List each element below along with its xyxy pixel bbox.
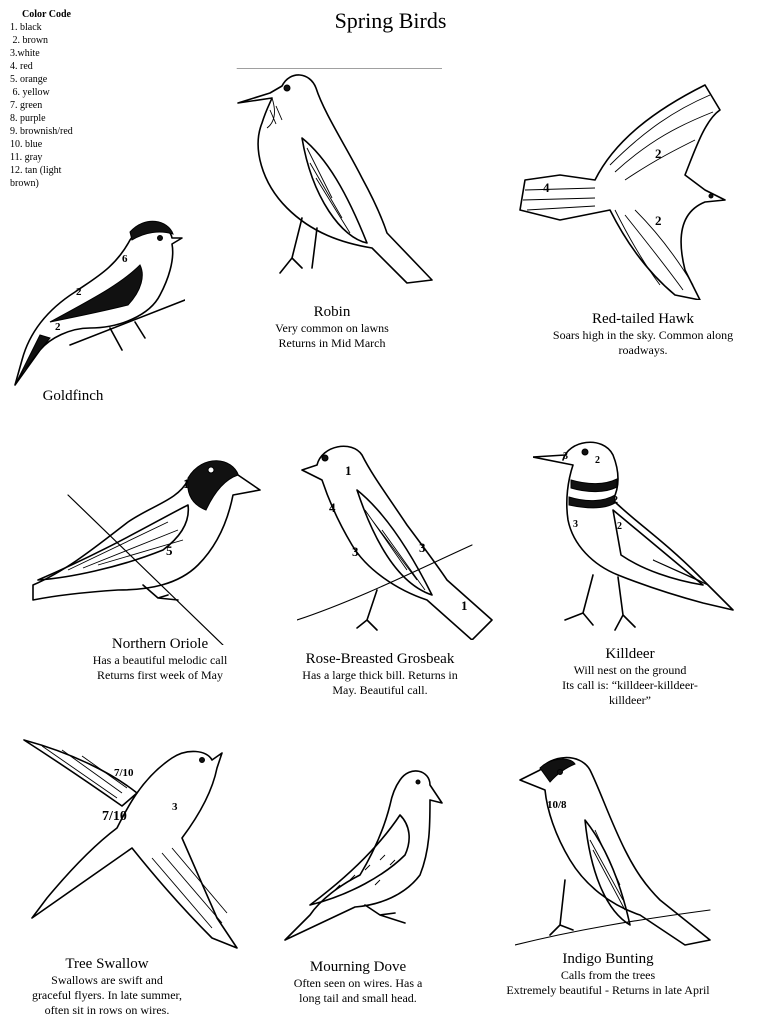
swallow-illustration <box>22 738 247 953</box>
color-code-item: 4. red <box>10 61 33 72</box>
color-code-item: 8. purple <box>10 113 46 124</box>
killdeer-mark-1: 3 <box>563 451 568 462</box>
bird-name: Red-tailed Hawk <box>591 311 695 327</box>
grosbeak-caption <box>250 650 510 698</box>
bird-name: Robin <box>313 304 351 320</box>
grosbeak-mark-3: 3 <box>352 544 359 559</box>
color-code-legend <box>10 8 73 190</box>
dove-caption <box>233 958 483 1006</box>
oriole-caption <box>35 635 285 683</box>
bird-name: Goldfinch <box>42 388 104 404</box>
goldfinch-illustration <box>10 210 185 390</box>
bird-description: Returns first week of May <box>97 668 223 682</box>
hawk-mark-2: 4 <box>543 180 550 195</box>
swallow-caption <box>0 955 232 1018</box>
bird-name: Mourning Dove <box>309 959 407 975</box>
robin-illustration <box>232 68 442 288</box>
bird-name: Rose-Breasted Grosbeak <box>305 651 455 667</box>
color-code-item: 9. brownish/red <box>10 126 73 137</box>
grosbeak-mark-1: 1 <box>345 463 352 478</box>
goldfinch-mark-3: 2 <box>55 321 61 333</box>
grosbeak-illustration <box>297 440 497 640</box>
goldfinch-mark-1: 6 <box>122 253 128 265</box>
bird-description: long tail and small head. <box>299 991 417 1005</box>
color-code-item: 1. black <box>10 22 42 33</box>
bird-description: Will nest on the ground <box>573 663 687 677</box>
hawk-illustration <box>515 80 730 300</box>
color-code-item: brown) <box>10 178 39 189</box>
color-code-item: 7. green <box>10 100 43 111</box>
bird-description: graceful flyers. In late summer, <box>31 988 183 1002</box>
dove-illustration <box>280 765 450 950</box>
page-title: Spring Birds <box>334 8 447 33</box>
goldfinch-caption <box>0 387 198 405</box>
hawk-caption <box>508 310 778 358</box>
color-code-heading: Color Code <box>22 9 71 20</box>
robin-caption <box>207 303 457 351</box>
bird-description: Often seen on wires. Has a <box>293 976 423 990</box>
color-code-item: 12. tan (light <box>10 165 62 176</box>
bird-description: Returns in Mid March <box>278 336 386 350</box>
grosbeak-mark-5: 1 <box>461 598 468 613</box>
color-code-item: 3.white <box>10 48 40 59</box>
bunting-caption <box>483 950 733 998</box>
killdeer-caption <box>505 645 755 708</box>
bird-name: Killdeer <box>605 646 655 662</box>
killdeer-mark-3: 3 <box>573 519 578 530</box>
bird-description: roadways. <box>618 343 668 357</box>
bunting-mark-1: 10/8 <box>547 799 567 811</box>
swallow-mark-2: 7/10 <box>102 809 127 824</box>
bird-name: Indigo Bunting <box>562 951 654 967</box>
color-code-item: 10. blue <box>10 139 43 150</box>
killdeer-mark-2: 2 <box>595 455 600 466</box>
bird-description: Its call is: “killdeer-killdeer- <box>562 678 698 692</box>
killdeer-mark-5: 2 <box>617 521 622 532</box>
bird-name: Tree Swallow <box>65 956 149 972</box>
bird-description: Extremely beautiful - Returns in late April <box>506 983 710 997</box>
bunting-illustration <box>515 750 715 950</box>
bird-description: Soars high in the sky. Common along <box>552 328 734 342</box>
bird-description: often sit in rows on wires. <box>44 1003 170 1017</box>
bird-description: Has a beautiful melodic call <box>92 653 228 667</box>
hawk-mark-1: 2 <box>655 146 662 161</box>
oriole-mark-2: 5 <box>166 543 173 558</box>
bird-description: Swallows are swift and <box>51 973 163 987</box>
oriole-mark-1: 1 <box>183 476 190 491</box>
bird-name: Northern Oriole <box>111 636 209 652</box>
color-code-item: 2. brown <box>10 35 49 46</box>
killdeer-mark-4: 2 <box>613 495 618 506</box>
color-code-item: 6. yellow <box>10 87 50 98</box>
bird-description: Has a large thick bill. Returns in <box>302 668 458 682</box>
killdeer-illustration <box>533 435 738 635</box>
bird-description: Very common on lawns <box>275 321 389 335</box>
color-code-item: 11. gray <box>10 152 43 163</box>
grosbeak-mark-2: 4 <box>329 500 336 515</box>
oriole-illustration <box>28 450 263 645</box>
bird-description: Calls from the trees <box>560 968 656 982</box>
hawk-mark-3: 2 <box>655 213 662 228</box>
grosbeak-mark-4: 3 <box>419 540 426 555</box>
bird-description: May. Beautiful call. <box>332 683 428 697</box>
bird-description: killdeer” <box>609 693 651 707</box>
color-code-item: 5. orange <box>10 74 48 85</box>
swallow-mark-1: 7/10 <box>114 767 134 779</box>
swallow-mark-3: 3 <box>172 801 178 813</box>
goldfinch-mark-2: 2 <box>76 286 82 298</box>
